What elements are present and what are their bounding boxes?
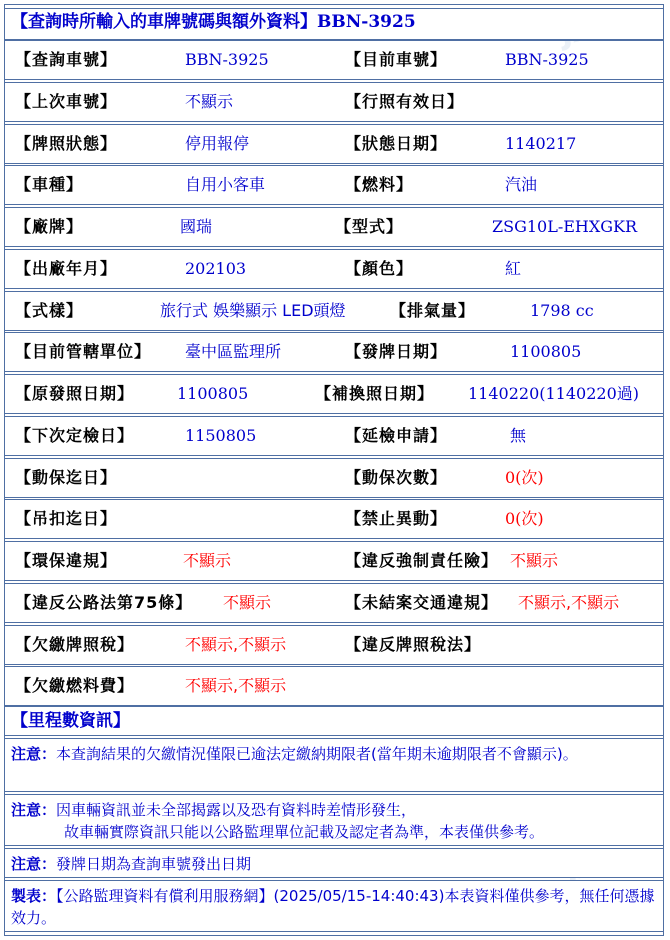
note-head: 注意：	[11, 855, 57, 873]
field-value: 自用小客車	[185, 175, 266, 195]
field-value: 國瑞	[180, 217, 213, 236]
field-value: 旅行式 娛樂顯示 LED頭燈	[160, 300, 346, 320]
field-label: 【違反公路法第75條】	[15, 592, 193, 612]
field-value: BBN-3925	[505, 50, 589, 69]
field-label: 【補換照日期】	[315, 384, 435, 403]
table-row	[4, 332, 664, 372]
table-row	[4, 40, 664, 80]
note-text: 發牌日期為查詢車號發出日期	[56, 855, 252, 873]
field-label: 【下次定檢日】	[15, 425, 135, 445]
mileage-header	[4, 706, 664, 736]
field-value: 不顯示,不顯示	[185, 634, 287, 654]
field-label: 【違反強制責任險】	[345, 551, 499, 570]
table-row	[4, 499, 664, 539]
field-label: 【查詢車號】	[15, 50, 118, 69]
note-disclaimer	[4, 794, 664, 846]
field-value: 0(次)	[505, 509, 544, 529]
footer-head: 製表：	[11, 887, 57, 905]
table-row	[4, 124, 664, 164]
field-value: 臺中區監理所	[185, 342, 282, 362]
table-row	[4, 165, 664, 205]
field-label: 【出廠年月】	[15, 258, 118, 278]
field-label: 【狀態日期】	[345, 133, 448, 153]
field-label: 【車種】	[15, 175, 84, 195]
field-label: 【發牌日期】	[345, 342, 448, 362]
field-label: 【欠繳燃料費】	[15, 676, 135, 696]
field-label: 【型式】	[335, 217, 404, 236]
field-value: 不顯示,不顯示	[185, 676, 287, 696]
field-label: 【式樣】	[15, 300, 84, 320]
table-row	[4, 207, 664, 247]
mileage-label: 【里程數資訊】	[11, 711, 130, 731]
field-value: 不顯示,不顯示	[518, 592, 620, 612]
table-row	[4, 458, 664, 498]
note-head: 注意：	[11, 801, 57, 819]
field-value: 停用報停	[185, 133, 250, 153]
field-label: 【動保迄日】	[15, 467, 118, 487]
field-label: 【上次車號】	[15, 91, 118, 111]
field-label: 【環保違規】	[15, 551, 118, 570]
footer-text: 【公路監理資料有償利用服務網】(2025/05/15-14:40:43)本表資料僅供參考，無任何憑據效力。	[11, 887, 655, 927]
field-label: 【違反牌照稅法】	[345, 634, 482, 654]
field-label: 【動保次數】	[345, 467, 448, 487]
table-row	[4, 416, 664, 456]
field-label: 【禁止異動】	[345, 509, 448, 529]
field-value: 紅	[505, 258, 522, 278]
field-label: 【行照有效日】	[345, 91, 465, 111]
field-value: 1100805	[510, 342, 582, 362]
note-head: 注意：	[11, 745, 57, 763]
field-label: 【未結案交通違規】	[345, 592, 499, 612]
report-footer	[4, 880, 664, 932]
table-row	[4, 583, 664, 623]
field-value: 202103	[185, 258, 247, 278]
query-header-plate: BBN-3925	[317, 12, 416, 32]
field-value: 0(次)	[505, 467, 544, 487]
field-value: 汽油	[505, 175, 538, 195]
field-label: 【吊扣迄日】	[15, 509, 118, 529]
note-plate-date	[4, 848, 664, 878]
query-header-label: 【查詢時所輸入的車牌號碼與額外資料】	[11, 12, 317, 32]
field-label: 【廠牌】	[15, 217, 84, 236]
field-value: 不顯示	[185, 91, 234, 111]
note-overdue	[4, 738, 664, 792]
field-label: 【牌照狀態】	[15, 133, 118, 153]
field-value: 1150805	[185, 425, 257, 445]
field-label: 【目前車號】	[345, 50, 448, 69]
field-label: 【排氣量】	[390, 300, 476, 320]
field-label: 【目前管轄單位】	[15, 342, 152, 362]
field-value: 不顯示	[510, 551, 559, 570]
table-row	[4, 666, 664, 706]
field-value: 無	[510, 425, 527, 445]
query-header	[4, 8, 664, 40]
note-line2: 故車輛實際資訊只能以公路監理單位記載及認定者為準，本表僅供參考。	[64, 823, 545, 841]
field-label: 【延檢申請】	[345, 425, 448, 445]
field-label: 【欠繳牌照稅】	[15, 634, 135, 654]
field-value: ZSG10L-EHXGKR	[492, 217, 638, 236]
table-row	[4, 625, 664, 665]
field-value: 1140217	[505, 133, 577, 153]
field-value: BBN-3925	[185, 50, 269, 69]
field-label: 【顏色】	[345, 258, 414, 278]
field-value: 不顯示	[223, 592, 272, 612]
table-row	[4, 291, 664, 331]
note-line1: 因車輛資訊並未全部揭露以及恐有資料時差情形發生，	[56, 801, 417, 819]
field-label: 【原發照日期】	[15, 384, 135, 403]
table-row	[4, 82, 664, 122]
field-value: 1100805	[177, 384, 249, 403]
field-value: 1140220(1140220過)	[468, 384, 640, 403]
table-row	[4, 541, 664, 581]
table-row	[4, 374, 664, 414]
field-value: 1798 cc	[530, 300, 594, 320]
table-row	[4, 249, 664, 289]
field-label: 【燃料】	[345, 175, 414, 195]
field-value: 不顯示	[183, 551, 232, 570]
note-text: 本查詢結果的欠繳情況僅限已逾法定繳納期限者(當年期未逾期限者不會顯示)。	[56, 745, 578, 763]
